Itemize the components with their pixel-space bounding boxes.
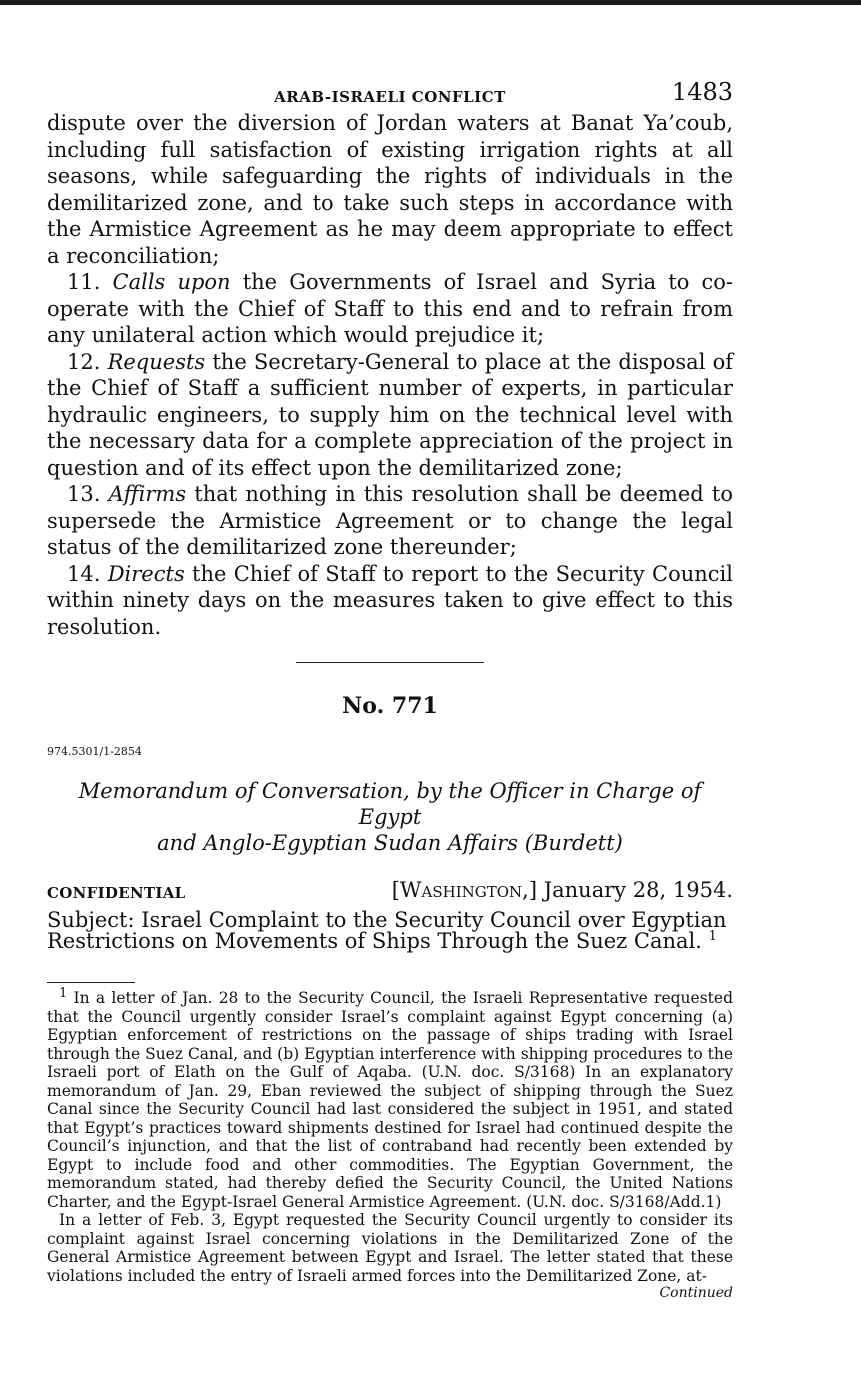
footnote-marker: 1 — [59, 985, 68, 1001]
clause-verb: Directs — [107, 561, 185, 586]
page — [47, 78, 733, 1302]
dateline — [47, 878, 733, 906]
footnote-rule — [47, 982, 135, 983]
continued-label: Continued — [659, 1285, 733, 1301]
running-head — [47, 78, 733, 110]
document-title-line-2: and Anglo-Egyptian Sudan Affairs (Burdett) — [157, 831, 623, 855]
clause-text: the Secretary-General to place at the disposal of the Chief of Staff a sufficient number of experts, in particular hydraulic engineers, to supply him on the technical level with the necessary data for a complete appreciation of the project in question and of its effect upon the demilitarized zone; — [47, 349, 733, 480]
footnote-1-para-1: In a letter of Jan. 28 to the Security Council, the Israeli Representative requested that the Council urgently consider Israel’s complaint against Egypt concerning (a) Egyptian enforcement of restrictions on the passage of ships trading with Israel through the Suez Canal, and (b) Egyptian interference with shipping procedures to the Israeli port of Elath on the Gulf of Aqaba. (U.N. doc. S/3168) In an explanatory memorandum of Jan. 29, Eban reviewed the subject of shipping through the Suez Canal since the Security Council had last considered the subject in 1951, and stated that Egypt’s practices toward shipments destined for Israel had continued despite the Council’s injunction, and that the list of contraband had recently been extended by Egypt to include food and other commodities. The Egyptian Government, the memorandum stated, had thereby defied the Security Council, the United Nations Charter, and the Egypt-Israel General Armistice Agreement. (U.N. doc. S/3168/Add.1) — [47, 989, 734, 1211]
file-reference: 974.5301/1-2854 — [47, 745, 142, 758]
clause-number: 11. — [67, 270, 101, 294]
footnotes — [47, 985, 734, 1302]
clause-number: 12. — [67, 349, 101, 374]
footnote-reference[interactable]: 1 — [708, 929, 717, 944]
classification-label: CONFIDENTIAL — [47, 884, 186, 902]
clause-verb: Affirms — [108, 482, 187, 506]
running-title: ARAB-ISRAELI CONFLICT — [274, 88, 506, 106]
top-edge-rule — [0, 0, 861, 5]
resolution-text — [47, 110, 733, 640]
document-number: No. 771 — [342, 693, 438, 719]
date: January 28, 1954. — [543, 878, 733, 902]
place-and-date — [392, 878, 733, 902]
clause-number: 14. — [67, 561, 101, 586]
clause-text: the Chief of Staff to report to the Security Council within ninety days on the measures taken to give effect to this resolution. — [47, 561, 733, 639]
section-divider — [296, 662, 484, 663]
clause-verb: Requests — [107, 349, 206, 374]
place: [Washington,] — [391, 878, 538, 902]
footnote-1 — [47, 985, 734, 1211]
document-title-line-1: Memorandum of Conversation, by the Officer in Charge of Egypt — [78, 779, 702, 829]
subject-line — [47, 910, 733, 952]
document-title — [47, 778, 733, 856]
clause-11 — [47, 269, 733, 349]
clause-14 — [47, 561, 733, 641]
clause-verb: Calls upon — [112, 270, 231, 294]
continued-paragraph: dispute over the diversion of Jordan waters at Banat Ya’coub, including full satisfaction of existing irrigation rights at all seasons, while safeguarding the rights of individuals in the demilitarized zone, and to take such steps in accordance with the Armistice Agreement as he may deem appropriate to effect a reconciliation; — [47, 111, 733, 268]
footnote-1-continuation: In a letter of Feb. 3, Egypt requested the Security Council urgently to consider its complaint against Israel concerning violations in the Demilitarized Zone of the General Armistice Agreement between Egypt and Israel. The letter stated that these violations included the entry of Israeli armed forces into the Demilitarized Zone, at- — [47, 1211, 733, 1285]
subject-line-2: Restrictions on Movements of Ships Through the Suez Canal. $^1$ — [47, 929, 717, 953]
clause-text: that nothing in this resolution shall be deemed to supersede the Armistice Agreement or to change the legal status of the demilitarized zone thereunder; — [47, 482, 733, 559]
clause-12 — [47, 349, 733, 482]
clause-13 — [47, 481, 733, 561]
subject-line-1: Subject: Israel Complaint to the Security Council over Egyptian — [47, 908, 727, 932]
clause-text: the Governments of Israel and Syria to co-operate with the Chief of Staff to this end and to refrain from any unilateral action which would prejudice it; — [47, 270, 733, 347]
page-number: 1483 — [671, 78, 733, 106]
clause-number: 13. — [67, 482, 101, 506]
